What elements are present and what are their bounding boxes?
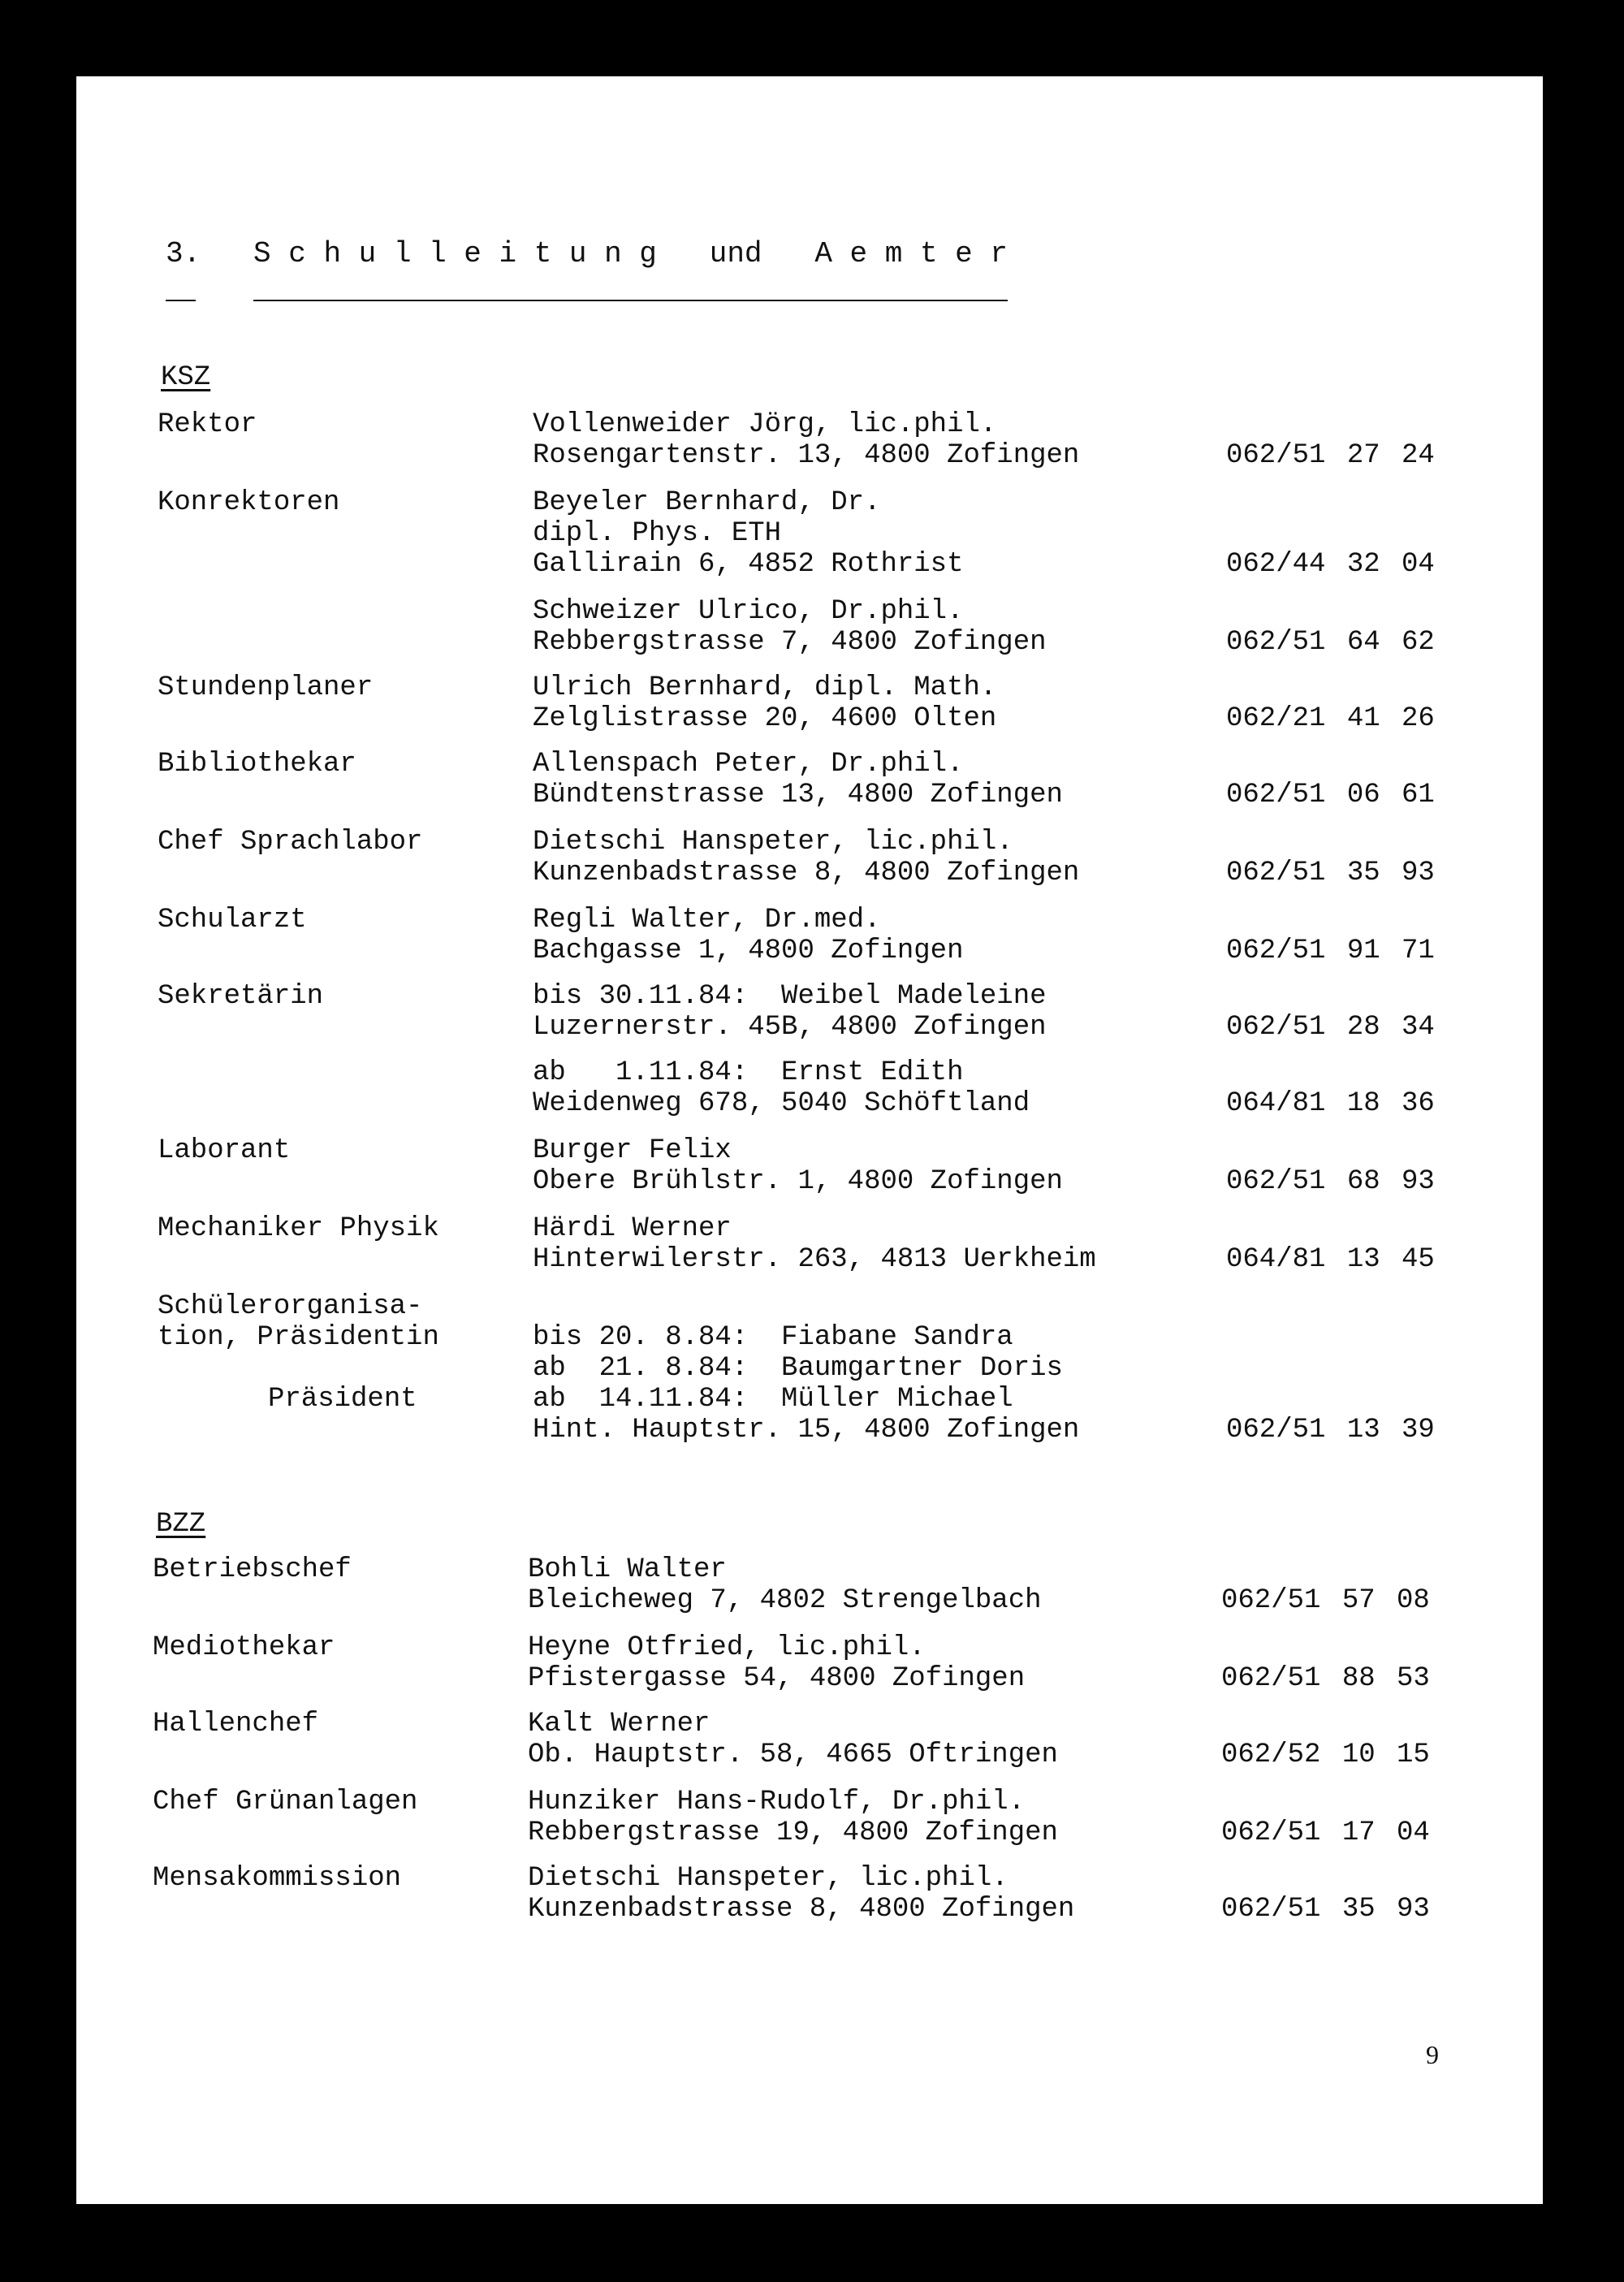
phone-number: 062/51 28 34 — [1226, 1012, 1435, 1043]
phone-number: 062/51 27 24 — [1226, 440, 1435, 471]
entry-line: Rebbergstrasse 19, 4800 Zofingen — [528, 1817, 1058, 1848]
entry-line: Burger Felix — [533, 1135, 732, 1166]
phone-number: 062/51 17 04 — [1221, 1817, 1430, 1848]
role-label: Mensakommission — [153, 1863, 402, 1894]
entry-line: Hunziker Hans-Rudolf, Dr.phil. — [528, 1787, 1026, 1817]
role-label: Präsident — [268, 1384, 417, 1415]
phone-number: 064/81 18 36 — [1226, 1088, 1435, 1119]
role-label: tion, Präsidentin — [158, 1322, 439, 1353]
entry-line: Hint. Hauptstr. 15, 4800 Zofingen — [533, 1415, 1080, 1446]
role-label: Rektor — [158, 409, 257, 440]
entry-line: ab 14.11.84: Müller Michael — [533, 1384, 1013, 1415]
entry-line: Ulrich Bernhard, dipl. Math. — [533, 672, 997, 703]
heading-title: S c h u l l e i t u n g und A e m t e r — [253, 237, 1008, 270]
role-label: Hallenchef — [153, 1709, 319, 1740]
entry-line: Ob. Hauptstr. 58, 4665 Oftringen — [528, 1740, 1058, 1770]
entry-line: Beyeler Bernhard, Dr. — [533, 487, 881, 518]
entry-line: Bleicheweg 7, 4802 Strengelbach — [528, 1585, 1042, 1616]
entry-line: Regli Walter, Dr.med. — [533, 905, 881, 936]
entry-line: ab 1.11.84: Ernst Edith — [533, 1057, 964, 1088]
phone-number: 062/51 06 61 — [1226, 780, 1435, 810]
phone-number: 064/81 13 45 — [1226, 1244, 1435, 1275]
entry-line: Zelglistrasse 20, 4600 Olten — [533, 703, 997, 734]
entry-line: Kunzenbadstrasse 8, 4800 Zofingen — [533, 858, 1080, 888]
role-label: Schularzt — [158, 905, 307, 936]
role-label: Mechaniker Physik — [158, 1213, 439, 1244]
entry-line: Bachgasse 1, 4800 Zofingen — [533, 936, 964, 966]
page-number: 9 — [1426, 2040, 1439, 2069]
entry-line: Weidenweg 678, 5040 Schöftland — [533, 1088, 1030, 1119]
entry-line: Gallirain 6, 4852 Rothrist — [533, 549, 964, 580]
phone-number: 062/44 32 04 — [1226, 549, 1435, 580]
role-label: Mediothekar — [153, 1632, 335, 1663]
phone-number: 062/51 64 62 — [1226, 627, 1435, 658]
entry-line: Bohli Walter — [528, 1554, 727, 1585]
document-page — [76, 76, 1543, 2204]
heading-number: 3. — [166, 237, 201, 270]
role-label: Stundenplaner — [158, 672, 374, 703]
entry-line: Luzernerstr. 45B, 4800 Zofingen — [533, 1012, 1047, 1043]
entry-line: Härdi Werner — [533, 1213, 732, 1244]
entry-line: bis 20. 8.84: Fiabane Sandra — [533, 1322, 1013, 1353]
entry-line: Dietschi Hanspeter, lic.phil. — [528, 1863, 1009, 1894]
entry-line: Obere Brühlstr. 1, 4800 Zofingen — [533, 1166, 1063, 1197]
phone-number: 062/21 41 26 — [1226, 703, 1435, 734]
entry-line: Bündtenstrasse 13, 4800 Zofingen — [533, 780, 1063, 810]
phone-number: 062/51 68 93 — [1226, 1166, 1435, 1197]
section-label-bzz: BZZ — [156, 1509, 206, 1540]
role-label: Chef Sprachlabor — [158, 827, 423, 858]
entry-line: Hinterwilerstr. 263, 4813 Uerkheim — [533, 1244, 1096, 1275]
entry-line: Kalt Werner — [528, 1709, 710, 1740]
entry-line: Pfistergasse 54, 4800 Zofingen — [528, 1663, 1026, 1694]
phone-number: 062/51 35 93 — [1226, 858, 1435, 888]
role-label: Bibliothekar — [158, 749, 356, 780]
entry-line: Rosengartenstr. 13, 4800 Zofingen — [533, 440, 1080, 471]
phone-number: 062/51 88 53 — [1221, 1663, 1430, 1694]
phone-number: 062/51 91 71 — [1226, 936, 1435, 966]
entry-line: Rebbergstrasse 7, 4800 Zofingen — [533, 627, 1047, 658]
entry-line: ab 21. 8.84: Baumgartner Doris — [533, 1353, 1063, 1384]
entry-line: Schweizer Ulrico, Dr.phil. — [533, 596, 964, 627]
entry-line: Heyne Otfried, lic.phil. — [528, 1632, 926, 1663]
entry-line: bis 30.11.84: Weibel Madeleine — [533, 981, 1047, 1012]
phone-number: 062/51 57 08 — [1221, 1585, 1430, 1616]
section-label-ksz: KSZ — [161, 362, 211, 393]
entry-line: Allenspach Peter, Dr.phil. — [533, 749, 964, 780]
phone-number: 062/51 35 93 — [1221, 1894, 1430, 1925]
role-label: Sekretärin — [158, 981, 324, 1012]
entry-line: Dietschi Hanspeter, lic.phil. — [533, 827, 1013, 858]
role-label: Konrektoren — [158, 487, 340, 518]
section-heading — [166, 237, 1008, 270]
role-label: Betriebschef — [153, 1554, 352, 1585]
role-label: Schülerorganisa- — [158, 1291, 423, 1322]
role-label: Laborant — [158, 1135, 291, 1166]
entry-line: dipl. Phys. ETH — [533, 518, 782, 549]
entry-line: Kunzenbadstrasse 8, 4800 Zofingen — [528, 1894, 1075, 1925]
phone-number: 062/51 13 39 — [1226, 1415, 1435, 1446]
entry-line: Vollenweider Jörg, lic.phil. — [533, 409, 997, 440]
phone-number: 062/52 10 15 — [1221, 1740, 1430, 1770]
role-label: Chef Grünanlagen — [153, 1787, 418, 1817]
